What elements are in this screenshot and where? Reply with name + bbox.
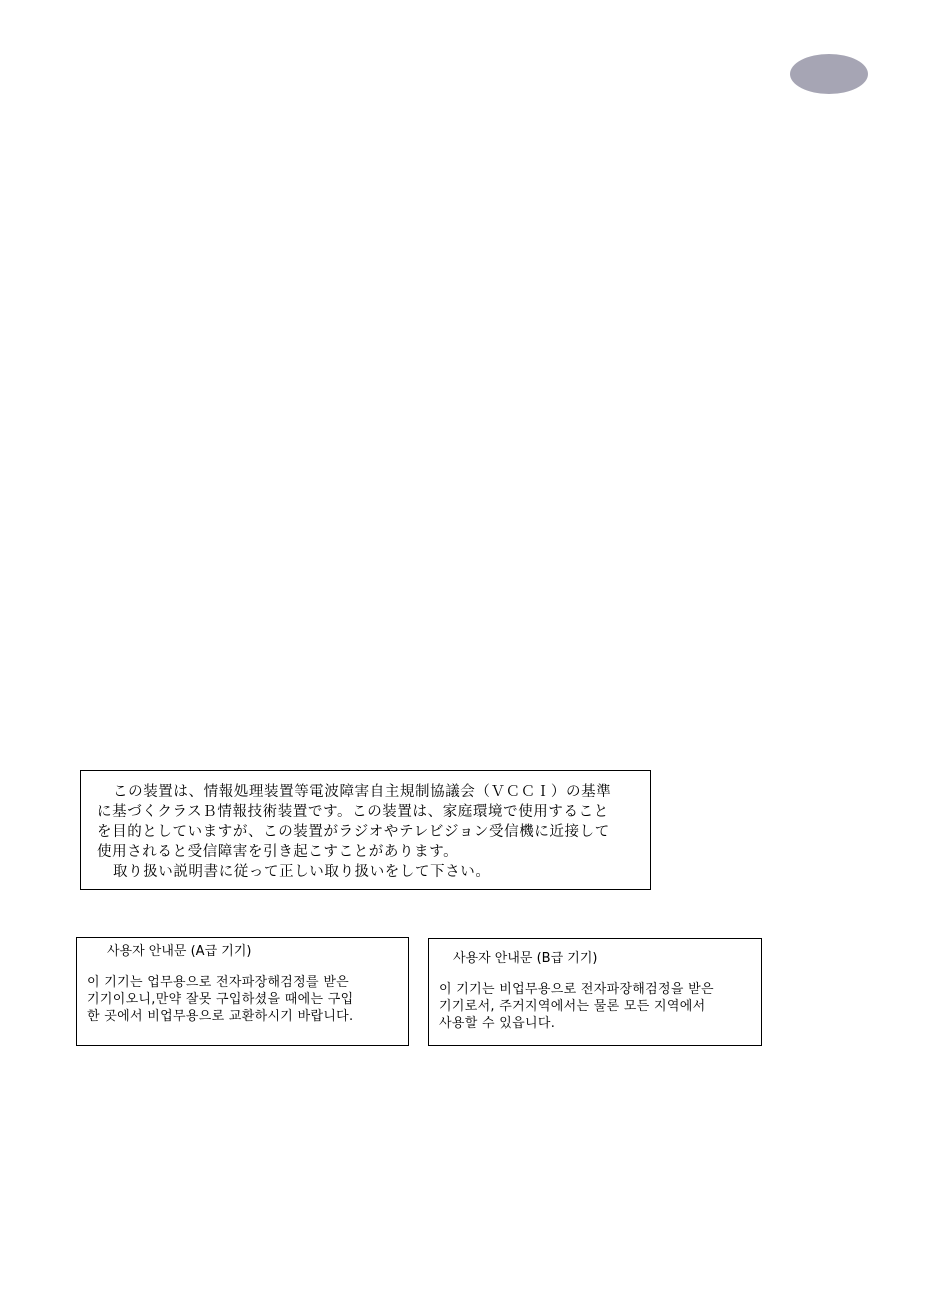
- korean-notice-a-line-3: 한 곳에서 비업무용으로 교환하시기 바랍니다.: [87, 1009, 354, 1024]
- korean-notice-b-title: 사용자 안내문 (B급 기기): [453, 951, 598, 966]
- korean-notice-class-b: [428, 938, 762, 1046]
- korean-notice-a-line-2: 기기이오니,만약 잘못 구입하셨을 때에는 구입: [87, 992, 354, 1007]
- korean-notice-b-line-1: 이 기기는 비업무용으로 전자파장해검정을 받은: [439, 982, 714, 997]
- vcci-notice-box: [80, 770, 651, 890]
- korean-notice-a-title: 사용자 안내문 (A급 기기): [107, 944, 252, 959]
- vcci-line-2: に基づくクラスＢ情報技術装置です。この装置は、家庭環境で使用すること: [97, 804, 609, 820]
- vcci-line-4: 使用されると受信障害を引き起こすことがあります。: [97, 844, 459, 860]
- vcci-line-5: 取り扱い説明書に従って正しい取り扱いをして下さい。: [113, 864, 491, 880]
- korean-notice-class-a: [76, 937, 409, 1046]
- vcci-line-3: を目的としていますが、この装置がラジオやテレビジョン受信機に近接して: [97, 824, 610, 840]
- page-tab-marker: [790, 54, 868, 94]
- vcci-line-1: この装置は、情報処理装置等電波障害自主規制協議会（ＶＣＣＩ）の基準: [113, 784, 612, 800]
- korean-notice-b-line-2: 기기로서, 주거지역에서는 물론 모든 지역에서: [439, 999, 706, 1014]
- korean-notice-a-line-1: 이 기기는 업무용으로 전자파장해검정를 받은: [87, 975, 350, 990]
- korean-notice-b-line-3: 사용할 수 있읍니다.: [439, 1016, 556, 1031]
